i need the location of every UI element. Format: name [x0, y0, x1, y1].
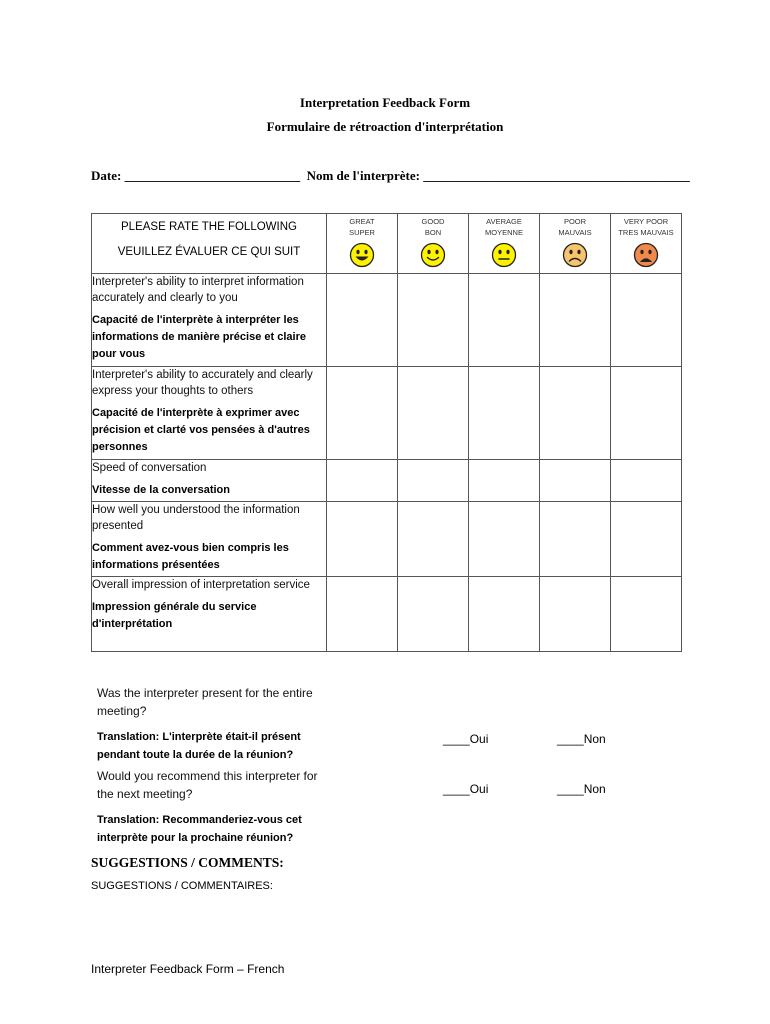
question-cell [92, 502, 327, 577]
rating-cell-great[interactable] [327, 367, 398, 460]
form-title-french: Formulaire de rétroaction d'interprétation [266, 119, 504, 134]
rating-cell-good[interactable] [398, 274, 469, 367]
rating-cell-average[interactable] [469, 577, 540, 652]
question-english: Interpreter's ability to accurately and clearly express your thoughts to others [92, 369, 313, 397]
rating-cell-great[interactable] [327, 577, 398, 652]
question-cell [92, 367, 327, 460]
question-row [92, 274, 682, 367]
rating-header-row [92, 214, 682, 274]
scale-label-french: MOYENNE [485, 228, 523, 237]
scale-label-french: BON [424, 228, 442, 237]
rating-cell-poor[interactable] [540, 502, 611, 577]
scale-average [469, 214, 540, 274]
question-french: Comment avez-vous bien compris les informations présentées [92, 542, 289, 571]
rating-cell-poor[interactable] [540, 367, 611, 460]
interpreter-name-field[interactable]: _________________________________________ [423, 168, 690, 183]
suggestions-heading: SUGGESTIONS / COMMENTS: [91, 855, 284, 870]
question-english: How well you understood the information presented [92, 504, 300, 532]
presence-no-option[interactable]: ____Non [557, 732, 606, 746]
very-sad-face-icon [611, 242, 681, 273]
rating-cell-great[interactable] [327, 460, 398, 502]
question-row [92, 460, 682, 502]
page-footer: Interpreter Feedback Form – French [91, 962, 285, 976]
rating-cell-good[interactable] [398, 502, 469, 577]
rating-cell-average[interactable] [469, 274, 540, 367]
rating-cell-good[interactable] [398, 577, 469, 652]
question-english: Interpreter's ability to interpret information accurately and clearly to you [92, 276, 304, 304]
question-french: Capacité de l'interprète à interpréter les informations de manière précise et claire pour vous [92, 314, 306, 360]
question-french: Translation: Recommanderiez-vous cet interprète pour la prochaine réunion? [97, 814, 302, 844]
rating-table [91, 213, 682, 652]
suggestions-heading-french: SUGGESTIONS / COMMENTAIRES: [91, 880, 273, 892]
question-cell [92, 577, 327, 652]
interpreter-name-label: Nom de l'interprète: [306, 168, 420, 183]
question-row [92, 367, 682, 460]
scale-label-french: SUPER [349, 228, 375, 237]
yes-no-question-presence [97, 684, 332, 764]
rating-cell-average[interactable] [469, 460, 540, 502]
scale-poor [540, 214, 611, 274]
sad-face-icon [540, 242, 610, 273]
rating-heading-french: VEUILLEZ ÉVALUER CE QUI SUIT [117, 246, 301, 258]
rating-heading [92, 214, 327, 274]
recommend-yes-option[interactable]: ____Oui [443, 782, 489, 796]
question-french: Vitesse de la conversation [92, 484, 230, 496]
rating-cell-great[interactable] [327, 274, 398, 367]
question-row [92, 577, 682, 652]
scale-good [398, 214, 469, 274]
date-label: Date: [91, 168, 122, 183]
rating-cell-average[interactable] [469, 502, 540, 577]
rating-cell-very-poor[interactable] [611, 502, 682, 577]
rating-cell-good[interactable] [398, 367, 469, 460]
scale-label-english: AVERAGE [486, 217, 522, 226]
scale-label-english: GOOD [421, 217, 445, 226]
rating-cell-poor[interactable] [540, 274, 611, 367]
question-english: Would you recommend this interpreter for the next meeting? [97, 769, 318, 801]
scale-label-french: TRES MAUVAIS [618, 228, 674, 237]
rating-cell-very-poor[interactable] [611, 577, 682, 652]
rating-cell-great[interactable] [327, 502, 398, 577]
question-english: Speed of conversation [92, 462, 207, 474]
scale-very-poor [611, 214, 682, 274]
date-and-interpreter-line [91, 168, 690, 184]
rating-cell-very-poor[interactable] [611, 460, 682, 502]
rating-cell-good[interactable] [398, 460, 469, 502]
scale-label-english: POOR [563, 217, 587, 226]
rating-cell-very-poor[interactable] [611, 367, 682, 460]
very-happy-face-icon [327, 242, 397, 273]
question-french: Translation: L'interprète était-il présent pendant toute la durée de la réunion? [97, 731, 301, 761]
question-french: Impression générale du service d'interprétation [92, 601, 257, 630]
rating-heading-english: PLEASE RATE THE FOLLOWING [121, 221, 297, 233]
recommend-no-option[interactable]: ____Non [557, 782, 606, 796]
happy-face-icon [398, 242, 468, 273]
scale-label-french: MAUVAIS [558, 228, 592, 237]
question-french: Capacité de l'interprète à exprimer avec précision et clarté vos pensées à d'autres personnes [92, 407, 310, 453]
rating-cell-average[interactable] [469, 367, 540, 460]
date-field[interactable]: ___________________________ [124, 168, 301, 183]
scale-label-english: GREAT [349, 217, 375, 226]
question-cell [92, 460, 327, 502]
scale-label-english: VERY POOR [623, 217, 669, 226]
form-title-english: Interpretation Feedback Form [299, 95, 471, 110]
question-row [92, 502, 682, 577]
question-english: Overall impression of interpretation service [92, 579, 310, 591]
question-english: Was the interpreter present for the entire meeting? [97, 686, 313, 718]
question-cell [92, 274, 327, 367]
scale-great [327, 214, 398, 274]
rating-cell-very-poor[interactable] [611, 274, 682, 367]
rating-cell-poor[interactable] [540, 460, 611, 502]
presence-yes-option[interactable]: ____Oui [443, 732, 489, 746]
rating-cell-poor[interactable] [540, 577, 611, 652]
neutral-face-icon [469, 242, 539, 273]
yes-no-question-recommend [97, 767, 332, 847]
